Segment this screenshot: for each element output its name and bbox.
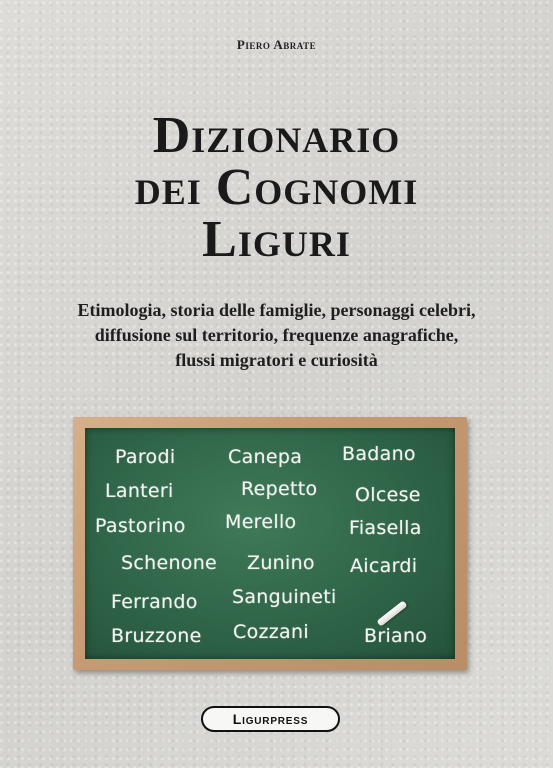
- surname-olcese: Olcese: [355, 484, 421, 506]
- surname-zunino: Zunino: [247, 552, 315, 574]
- blackboard-frame: [73, 417, 467, 670]
- chalk-stick: [376, 600, 407, 626]
- surname-sanguineti: Sanguineti: [232, 586, 337, 608]
- surname-schenone: Schenone: [121, 552, 218, 574]
- book-title: [0, 107, 553, 268]
- publisher-logo: Ligurpress: [201, 706, 340, 732]
- subtitle-line-1: Etimologia, storia delle famiglie, personaggi celebri,: [77, 300, 476, 320]
- surname-bruzzone: Bruzzone: [111, 625, 202, 647]
- surname-parodi: Parodi: [115, 446, 176, 468]
- surname-cozzani: Cozzani: [233, 621, 309, 643]
- book-subtitle: [20, 298, 533, 373]
- surname-repetto: Repetto: [241, 478, 318, 500]
- author-name: Piero Abrate: [236, 37, 317, 52]
- surname-merello: Merello: [225, 511, 297, 533]
- surname-lanteri: Lanteri: [105, 480, 174, 502]
- surname-badano: Badano: [342, 443, 416, 465]
- title-line-1: Dizionario: [152, 107, 401, 164]
- surname-ferrando: Ferrando: [111, 591, 198, 613]
- title-line-2: dei Cognomi: [134, 159, 419, 216]
- surname-pastorino: Pastorino: [95, 515, 186, 537]
- surname-fiasella: Fiasella: [349, 517, 422, 539]
- subtitle-line-2: diffusione sul territorio, frequenze anagrafiche,: [94, 325, 459, 345]
- blackboard: [85, 428, 455, 659]
- title-line-3: Liguri: [202, 211, 351, 268]
- surname-canepa: Canepa: [228, 446, 303, 468]
- surname-aicardi: Aicardi: [350, 555, 418, 577]
- subtitle-line-3: flussi migratori e curiosità: [175, 350, 378, 370]
- surname-briano: Briano: [364, 625, 428, 647]
